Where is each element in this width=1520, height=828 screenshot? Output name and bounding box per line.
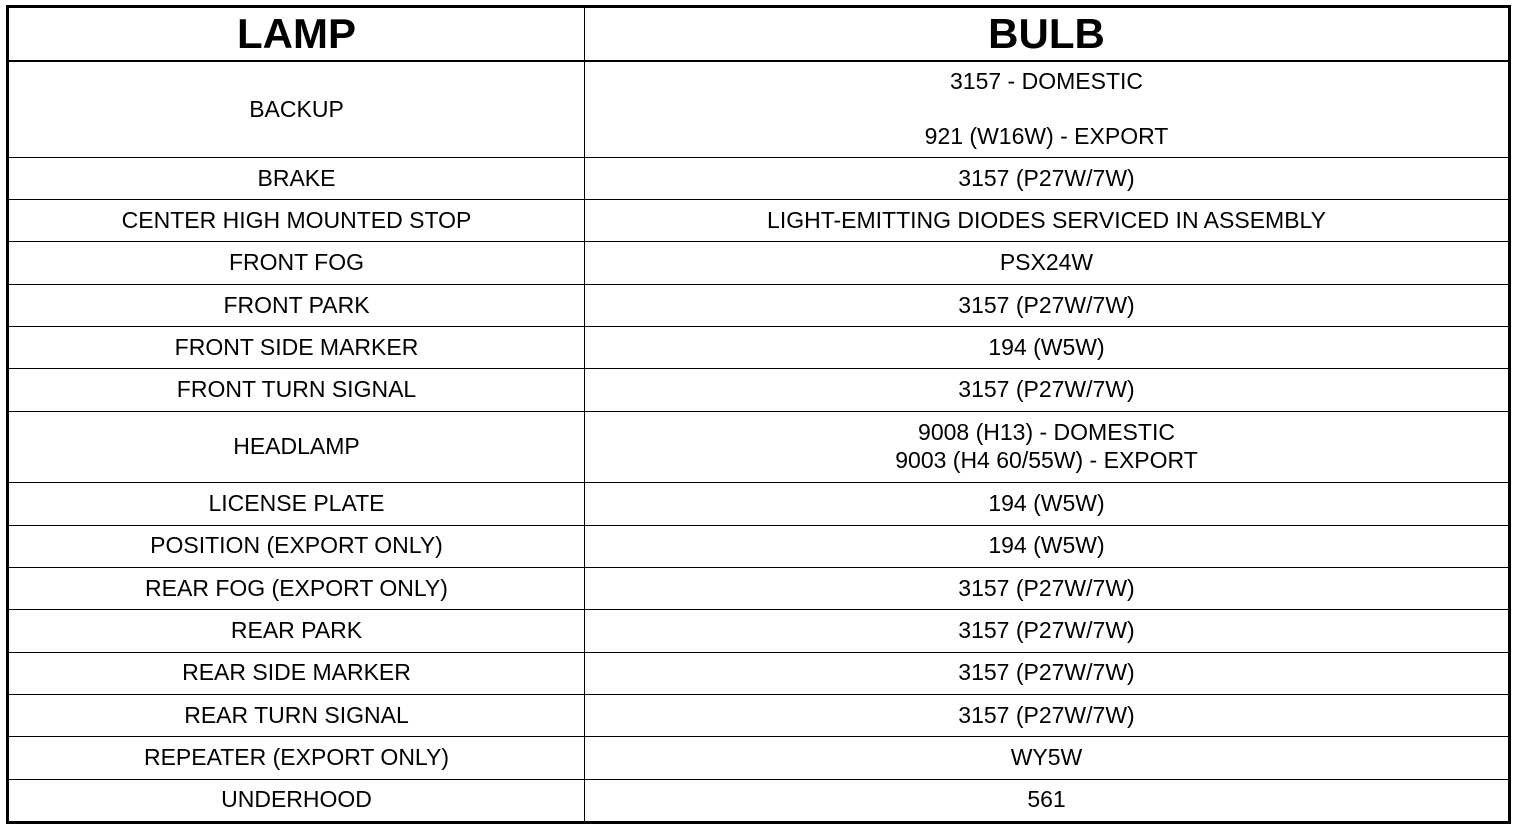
bulb-cell [585,200,1510,242]
bulb-cell [585,284,1510,326]
bulb-line: 921 (W16W) - EXPORT [924,122,1169,149]
bulb-line: WY5W [1010,744,1083,771]
table-body [8,61,1510,823]
bulb-cell [585,779,1510,822]
lamp-cell: REAR PARK [8,610,585,652]
table-row [8,737,1510,779]
line-spacer [585,96,1508,123]
bulb-cell [585,652,1510,694]
bulb-line: 3157 (P27W/7W) [958,376,1135,403]
table-row [8,61,1510,157]
bulb-cell [585,369,1510,411]
bulb-line: 3157 - DOMESTIC [950,68,1143,95]
lamp-cell: LICENSE PLATE [8,483,585,525]
bulb-cell [585,483,1510,525]
lamp-cell: CENTER HIGH MOUNTED STOP [8,200,585,242]
lamp-cell: REPEATER (EXPORT ONLY) [8,737,585,779]
lamp-cell: BRAKE [8,157,585,199]
table-row [8,242,1510,284]
lamp-cell: UNDERHOOD [8,779,585,822]
table-row [8,200,1510,242]
table-row [8,694,1510,736]
bulb-cell [585,610,1510,652]
lamp-cell: REAR TURN SIGNAL [8,694,585,736]
bulb-cell [585,694,1510,736]
lamp-cell: BACKUP [8,61,585,157]
bulb-line: PSX24W [999,249,1094,276]
lamp-cell: FRONT FOG [8,242,585,284]
bulb-line: 194 (W5W) [988,490,1105,517]
bulb-cell [585,525,1510,567]
table-row [8,779,1510,822]
bulb-cell [585,242,1510,284]
table-row [8,411,1510,483]
lamp-cell: FRONT SIDE MARKER [8,327,585,369]
table-row [8,525,1510,567]
table-header-row [8,7,1510,62]
bulb-cell [585,411,1510,483]
table-row [8,567,1510,609]
lamp-cell: POSITION (EXPORT ONLY) [8,525,585,567]
bulb-line: 3157 (P27W/7W) [958,701,1135,728]
bulb-cell [585,61,1510,157]
lamp-cell: HEADLAMP [8,411,585,483]
bulb-cell [585,737,1510,779]
bulb-line: 3157 (P27W/7W) [958,574,1135,601]
bulb-table [6,5,1511,824]
bulb-line: 194 (W5W) [988,333,1105,360]
bulb-cell [585,567,1510,609]
lamp-cell: FRONT TURN SIGNAL [8,369,585,411]
bulb-line: 3157 (P27W/7W) [958,164,1135,191]
lamp-cell: REAR SIDE MARKER [8,652,585,694]
bulb-line: 9008 (H13) - DOMESTIC [918,419,1175,446]
table-row [8,327,1510,369]
table-row [8,157,1510,199]
bulb-cell [585,157,1510,199]
table-row [8,284,1510,326]
bulb-line: 3157 (P27W/7W) [958,617,1135,644]
bulb-line: 9003 (H4 60/55W) - EXPORT [895,447,1198,473]
bulb-line: LIGHT-EMITTING DIODES SERVICED IN ASSEMBLY [767,206,1326,233]
table-row [8,483,1510,525]
bulb-line: 194 (W5W) [988,532,1105,559]
lamp-cell: FRONT PARK [8,284,585,326]
table-row [8,652,1510,694]
bulb-column-header: BULB [585,7,1510,62]
bulb-line: 3157 (P27W/7W) [958,659,1135,686]
table-row [8,610,1510,652]
bulb-cell [585,327,1510,369]
table-row [8,369,1510,411]
bulb-line: 3157 (P27W/7W) [958,291,1135,318]
lamp-cell: REAR FOG (EXPORT ONLY) [8,567,585,609]
bulb-line: 561 [1027,786,1066,813]
lamp-column-header: LAMP [8,7,585,62]
